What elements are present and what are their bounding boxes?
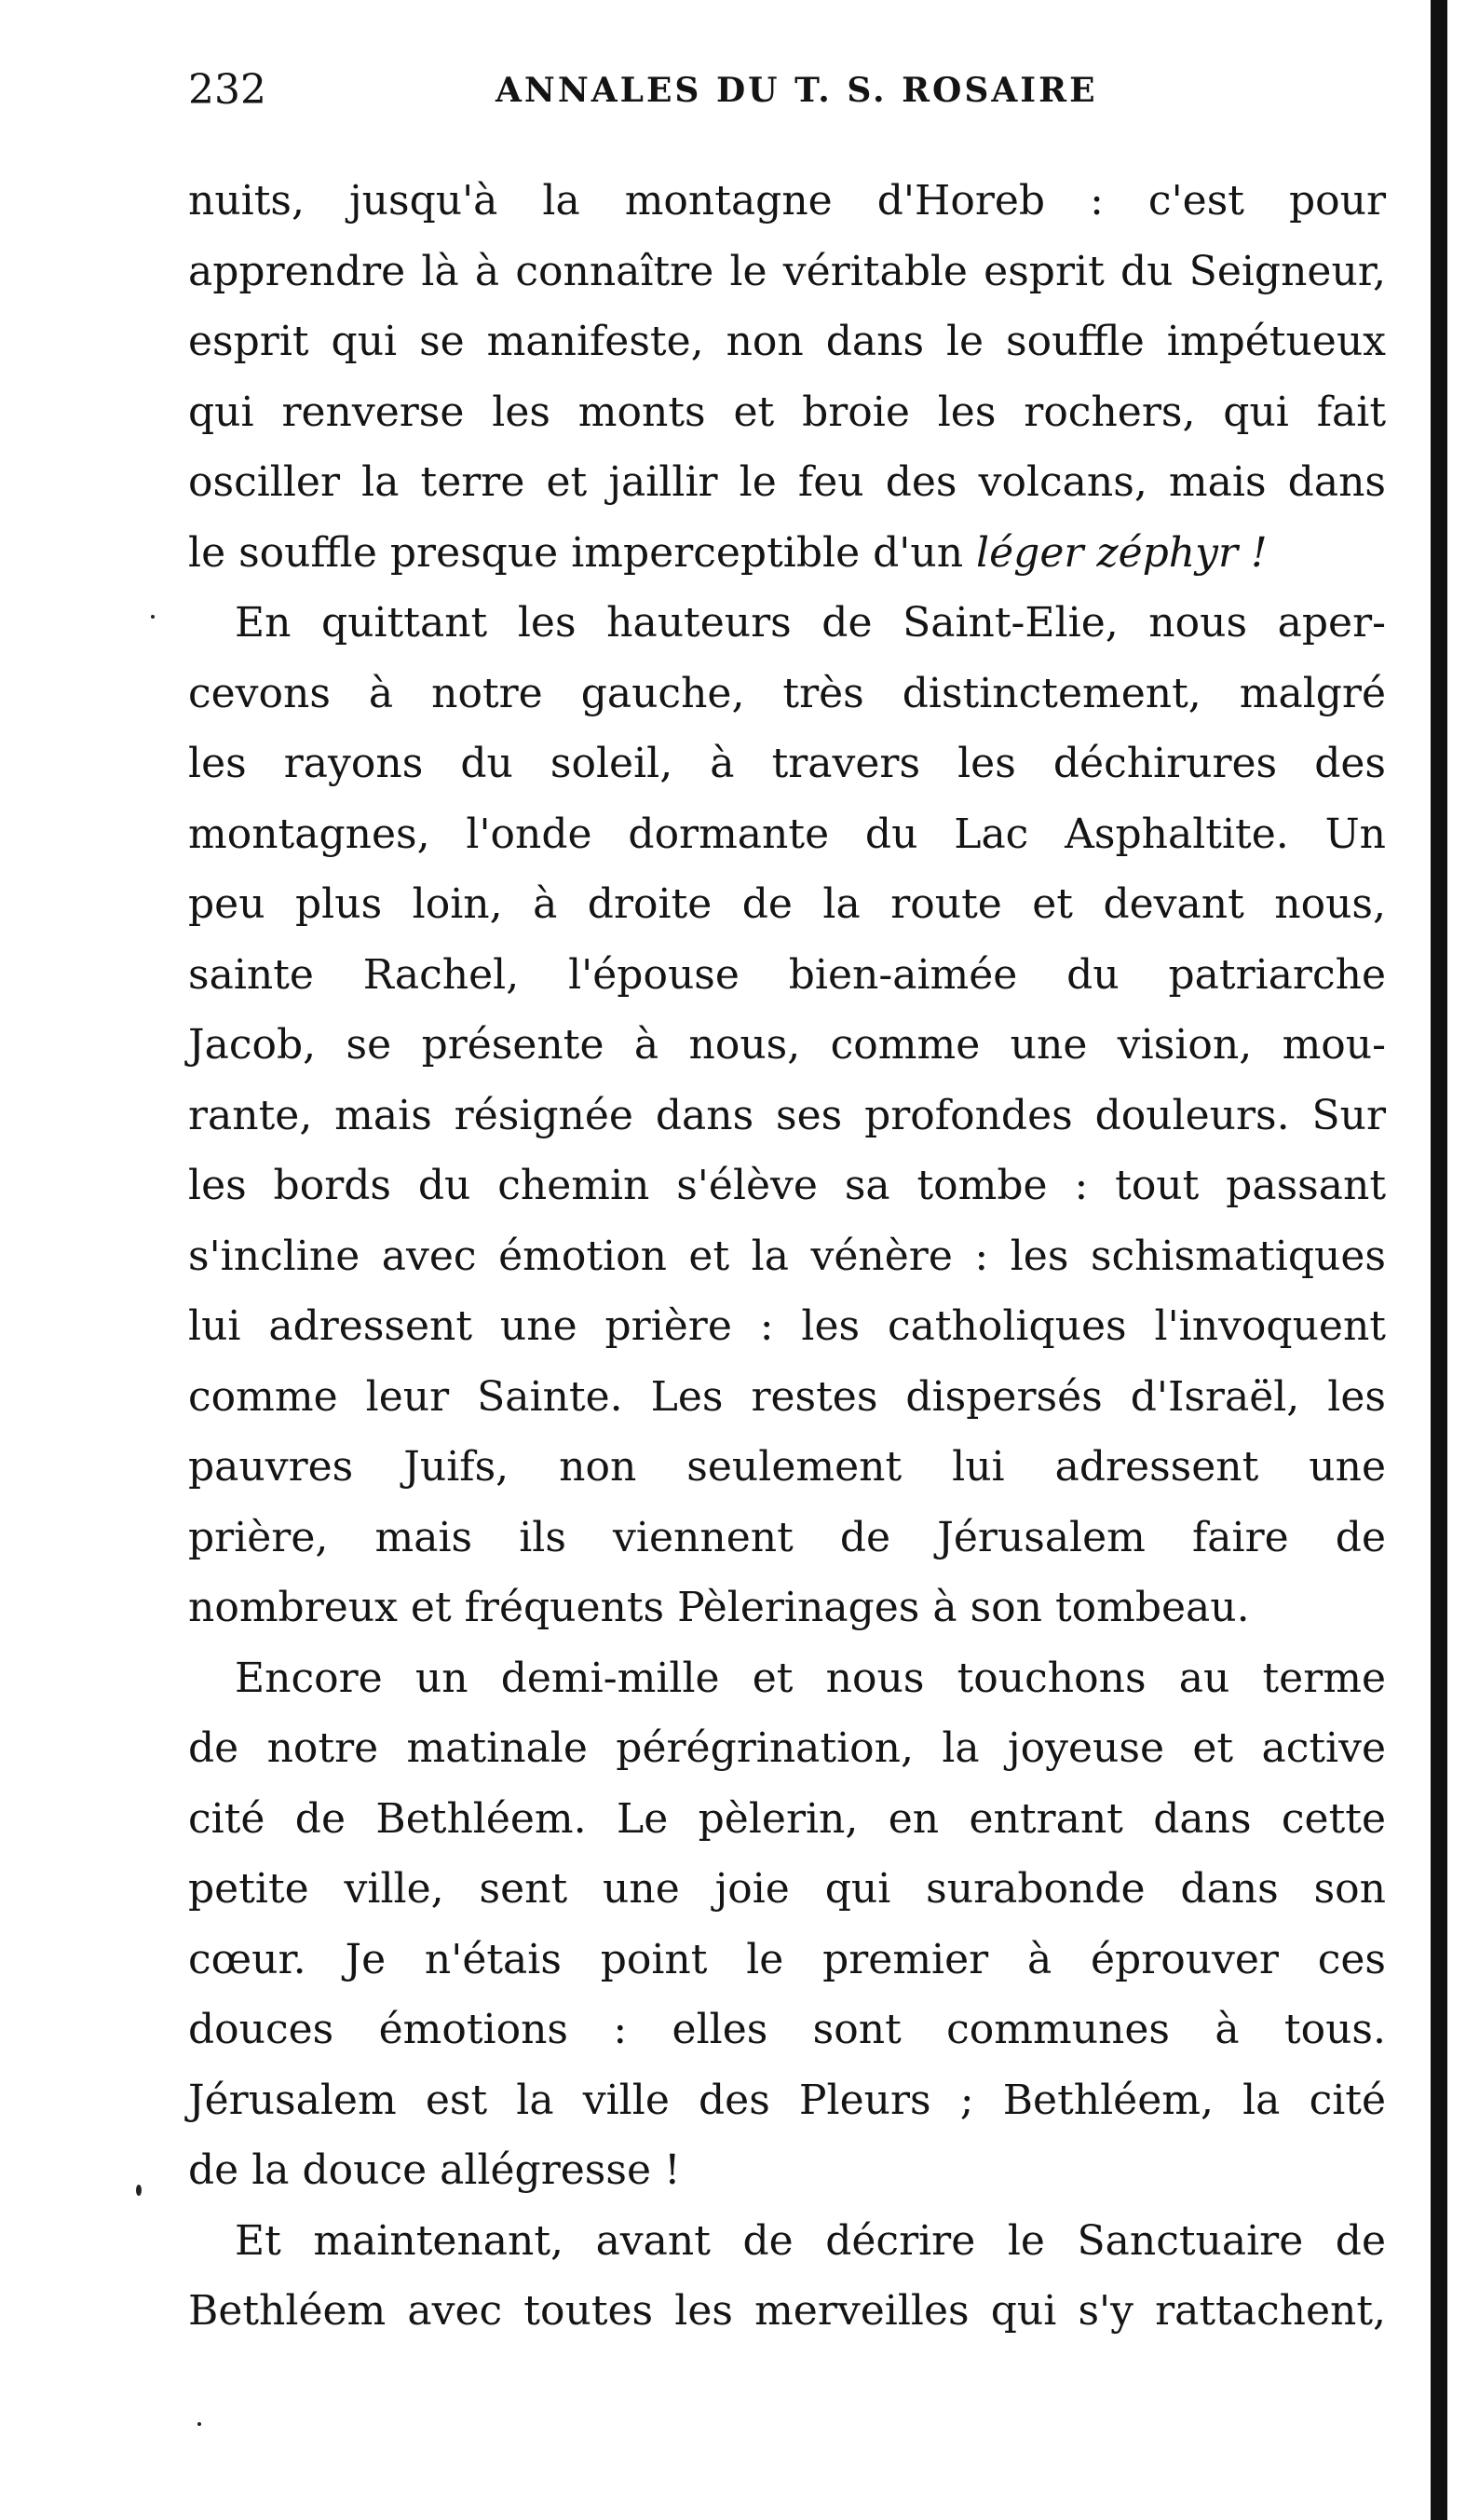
text-line: esprit qui se manifeste, non dans le souffle impétueux (188, 318, 1386, 365)
text-line: cœur. Je n'étais point le premier à éprouver ces (188, 1935, 1386, 1983)
text-line: Jérusalem est la ville des Pleurs ; Bethléem, la cité (188, 2076, 1386, 2124)
text-line: rante, mais résignée dans ses profondes douleurs. Sur (188, 1091, 1386, 1139)
text-line: cevons à notre gauche, très distinctement, malgré (188, 669, 1386, 717)
text-line (188, 518, 1386, 589)
page-edge-rule (1431, 0, 1447, 2520)
text-line: osciller la terre et jaillir le feu des volcans, mais dans (188, 458, 1386, 506)
text-line: Bethléem avec toutes les merveilles qui s'y rattachent, (188, 2287, 1386, 2335)
text-line: de notre matinale pérégrination, la joyeuse et active (188, 1724, 1386, 1772)
text-line: Et maintenant, avant de décrire le Sanctuaire de (235, 2216, 1386, 2265)
text-line: pauvres Juifs, non seulement lui adressent une (188, 1443, 1386, 1491)
ink-speck (197, 2422, 201, 2426)
text-line: lui adressent une prière : les catholiques l'invoquent (188, 1302, 1386, 1350)
text-line: les bords du chemin s'élève sa tombe : tout passant (188, 1162, 1386, 1209)
page-number: 232 (188, 66, 266, 114)
text-line: En quittant les hauteurs de Saint-Elie, nous aper- (235, 599, 1386, 647)
text-line: s'incline avec émotion et la vénère : les schismatiques (188, 1232, 1386, 1280)
page-header (188, 58, 1380, 123)
text-line: Jacob, se présente à nous, comme une vision, mou- (188, 1021, 1386, 1069)
body-text (188, 166, 1386, 2347)
text-line: douces émotions : elles sont communes à tous. (188, 2006, 1386, 2053)
running-title: ANNALES DU T. S. ROSAIRE (495, 71, 1098, 110)
text-line: comme leur Sainte. Les restes dispersés d'Israël, les (188, 1372, 1386, 1421)
text-line: petite ville, sent une joie qui surabonde dans son (188, 1865, 1386, 1913)
text-line: de la douce allégresse ! (188, 2146, 681, 2194)
ink-speck (136, 2185, 142, 2196)
text-line: Encore un demi-mille et nous touchons au terme (235, 1654, 1386, 1702)
text-segment: le souffle presque imperceptible d'un (188, 528, 977, 577)
text-line: apprendre là à connaître le véritable esprit du Seigneur, (188, 247, 1386, 295)
ink-speck (151, 615, 155, 619)
italic-phrase: léger zéphyr ! (976, 528, 1268, 577)
text-line: peu plus loin, à droite de la route et devant nous, (188, 880, 1386, 928)
text-line: nuits, jusqu'à la montagne d'Horeb : c'est pour (188, 177, 1386, 225)
text-line: prière, mais ils viennent de Jérusalem faire de (188, 1513, 1386, 1561)
text-line: montagnes, l'onde dormante du Lac Asphaltite. Un (188, 810, 1386, 858)
text-line: qui renverse les monts et broie les rochers, qui fait (188, 388, 1386, 436)
text-line: cité de Bethléem. Le pèlerin, en entrant dans cette (188, 1794, 1386, 1843)
text-line: nombreux et fréquents Pèlerinages à son tombeau. (188, 1584, 1250, 1631)
text-line: les rayons du soleil, à travers les déchirures des (188, 740, 1386, 787)
text-line: sainte Rachel, l'épouse bien-aimée du patriarche (188, 950, 1386, 999)
